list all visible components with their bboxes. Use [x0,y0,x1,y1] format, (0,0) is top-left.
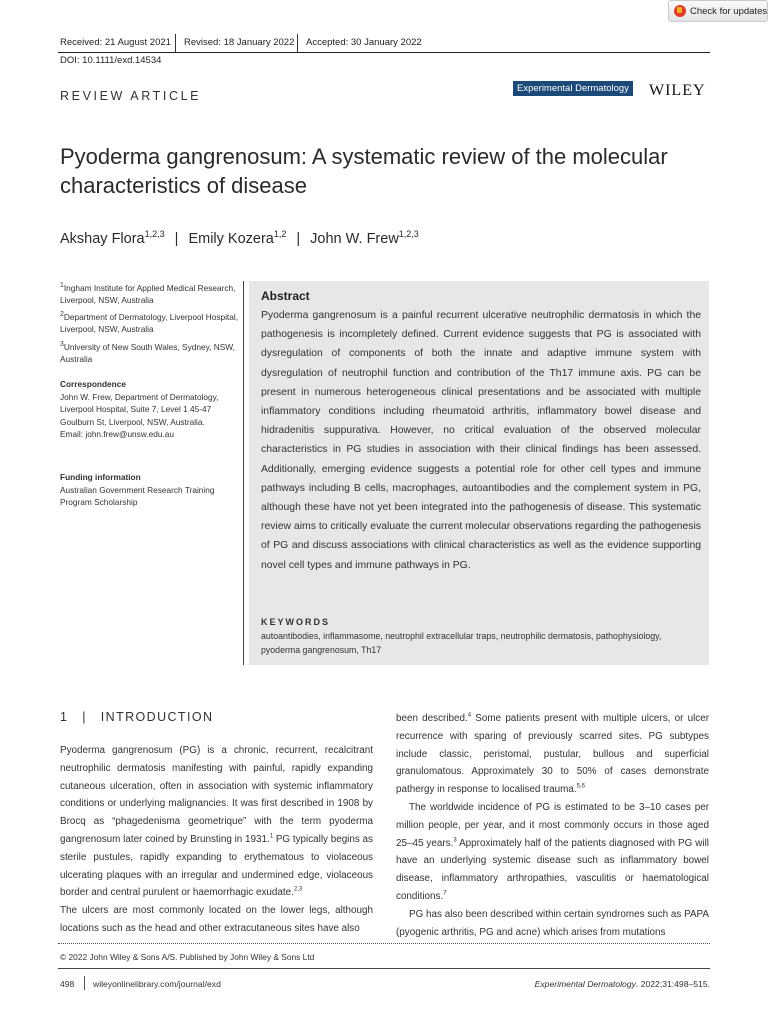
doi: DOI: 10.1111/exd.14534 [60,55,162,66]
section-heading [60,710,213,724]
citation-ref[interactable]: 5,6 [576,783,585,790]
footer-divider [84,976,85,990]
header-rule [58,52,710,53]
citation-journal: Experimental Dermatology [534,979,636,989]
citation-ref[interactable]: 1 [269,833,274,840]
section-number: 1 [60,710,69,724]
check-for-updates-label: Check for updates [690,5,768,17]
footer-rule [58,968,710,969]
accepted-date: Accepted: 30 January 2022 [306,37,422,48]
affiliation [60,280,238,307]
journal-url[interactable]: wileyonlinelibrary.com/journal/exd [93,979,221,989]
affiliation-text: University of New South Wales, Sydney, NSW, Australia [60,341,235,365]
author-name: Emily Kozera [188,230,274,247]
funding-heading: Funding information [60,472,141,482]
correspondence-email[interactable]: Email: john.frew@unsw.edu.au [60,429,175,440]
affiliation-number: 1 [60,282,64,289]
affiliation [60,309,238,336]
footer-dotted-rule [58,943,710,944]
body-paragraph [396,799,709,906]
funding-block [60,471,238,509]
citation-ref[interactable]: 3 [453,837,457,844]
body-column-right [396,710,709,941]
revised-date: Revised: 18 January 2022 [184,37,295,48]
affiliation-number: 2 [60,311,64,318]
publisher-logo: WILEY [649,82,706,99]
citation-ref[interactable]: 2,3 [293,887,303,894]
article-title: Pyoderma gangrenosum: A systematic review of the molecular characteristics of disease [60,144,668,198]
section-title: INTRODUCTION [100,710,214,724]
citation-details: . 2022;31:498–515. [635,979,710,989]
abstract-text: Pyoderma gangrenosum is a painful recurrent ulcerative neutrophilic dermatosis in which the pathogenesis is incompletely defined. Current evidence suggests that PG is associated with dysregulation of components of both the innate and adaptive immune system with dysregulation of neutrophil function and contribution of the Th17 immune axis. PG can be present in numerous heterogeneous clinical presentations and be associated with multiple inflammatory conditions including rheumatoid arthritis, inflammatory bowel disease and hidradenitis suppurativa. However, no critical evaluation of the observed molecular characteristics in PG studies in association with their clinical findings has been assessed. Additionally, emerging evidence suggests a potential role for other cell types and immune pathways including B cells, macrophages, autoantibodies and the complement system in PG, although these have not yet been integrated into the pathogenesis of disease. This systematic review aims to critically evaluate the current molecular observations regarding the pathogenesis of PG and discuss associations with clinical characteristics as well as the evidence supporting novel cell types and immune pathways in PG. [261,310,701,571]
author-separator: | [174,230,179,247]
body-text: Approximately half of the patients diagnosed with PG will have an underlying systemic disease such as inflammatory bowel disease, inflammatory arthropathies, vasculitis or haematological conditions. [396,837,709,902]
body-text: Some patients present with multiple ulcers, or ulcer recurrence with sparing of previously scarred sites. PG subtypes include classic, peristomal, pustular, bullous and superficial granulomatous. Approximately 30 to 50% of cases demonstrate pathergy in response to localised trauma. [396,713,709,796]
body-paragraph [60,902,373,938]
keywords-text: autoantibodies, inflammasome, neutrophil extracellular traps, neutrophilic dermatosis, pathophysiology, pyoderma gangrenosum, Th17 [261,631,662,655]
page-number: 498 [60,979,75,989]
body-text: The ulcers are most commonly located on the lower legs, although locations such as the head and other extracutaneous sites have also [60,905,373,934]
author-name: John W. Frew [310,230,399,247]
body-paragraph [396,710,709,799]
citation-ref[interactable]: 7 [443,890,447,897]
body-paragraph [60,742,373,902]
section-separator: | [82,710,87,724]
affiliation-text: Department of Dermatology, Liverpool Hospital, Liverpool, NSW, Australia [60,311,239,335]
affiliation-number: 3 [60,341,64,348]
affiliation [60,339,238,366]
correspondence-text: John W. Frew, Department of Dermatology, Liverpool Hospital, Suite 7, Level 1 45-47 Goulburn St, Liverpool, NSW, Australia. [60,391,219,427]
meta-divider [175,34,176,52]
author-list [60,229,419,247]
author-name: Akshay Flora [60,230,145,247]
citation [535,979,710,989]
article-type: REVIEW ARTICLE [60,89,202,103]
funding-text: Australian Government Research Training Program Scholarship [60,484,215,508]
received-date: Received: 21 August 2021 [60,37,171,48]
author-affiliation-ref: 1,2 [273,229,287,239]
author-affiliation-ref: 1,2,3 [398,229,419,239]
body-text: The worldwide incidence of PG is estimated to be 3–10 cases per million people, per year, and it most commonly occurs in those aged 25–45 years. [396,801,709,849]
author-separator: | [296,230,301,247]
body-paragraph [396,906,709,942]
abstract-heading: Abstract [261,289,310,303]
correspondence-heading: Correspondence [60,379,126,389]
copyright-notice: © 2022 John Wiley & Sons A/S. Published by John Wiley & Sons Ltd [60,952,315,962]
abstract-divider [243,281,244,665]
journal-logo: Experimental Dermatology [513,81,633,96]
body-text: Pyoderma gangrenosum (PG) is a chronic, recurrent, recalcitrant neutrophilic dermatosis manifesting with painful, rapidly expanding cutaneous ulceration, often in association with systemic inflammatory conditions or underlying malignancies. It was first described in 1908 by Brocq as “phagedenisma geometrique” with the term pyoderma gangrenosum later coined by Brunsting in 1931. [60,745,373,845]
correspondence-block [60,378,238,441]
author-affiliation-ref: 1,2,3 [144,229,165,239]
body-text: been described. [396,713,468,724]
body-text: PG has also been described within certain syndromes such as PAPA (pyogenic arthritis, PG and acne) which arises from mutations [396,908,709,938]
citation-ref[interactable]: 4 [467,712,472,719]
body-column-left [60,742,373,938]
meta-divider [297,34,298,52]
body-text: PG typically begins as sterile pustules, rapidly expanding to erythematous to violaceous ulcerating plaques with an irregular and undermined edge, violaceous border and central purulent or haemorrhagic exudate. [60,833,373,899]
check-for-updates-button[interactable] [668,0,768,22]
crossmark-icon [674,5,686,17]
keywords-heading: KEYWORDS [261,617,331,627]
affiliation-text: Ingham Institute for Applied Medical Research, Liverpool, NSW, Australia [60,282,236,306]
